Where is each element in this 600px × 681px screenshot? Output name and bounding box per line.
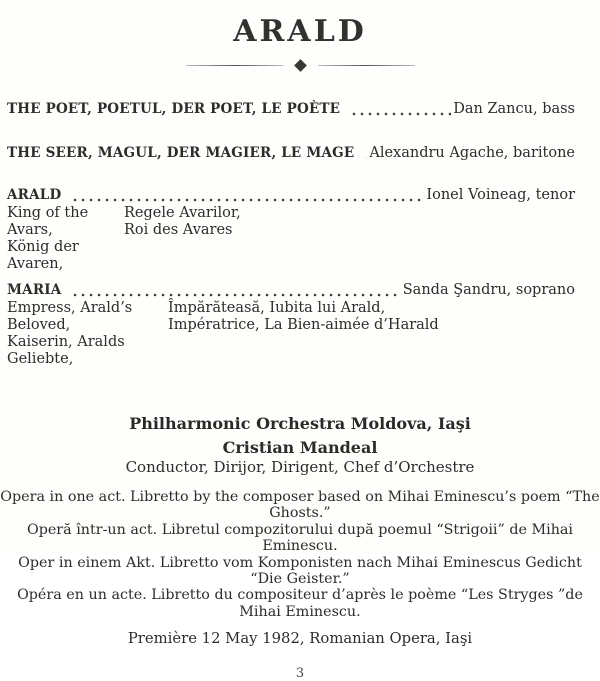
- cast-line: [7, 282, 575, 299]
- cast-line: [7, 145, 575, 162]
- role-description-line: Empress, Arald’s Beloved,: [7, 300, 133, 333]
- cast-line: [7, 101, 575, 118]
- cast-entry-seer: [7, 145, 575, 162]
- cast-entry-arald: [7, 187, 575, 273]
- dot-leader: [71, 293, 400, 297]
- role-description-line: Regele Avarilor,: [124, 205, 241, 221]
- conductor-name: Cristian Mandeal: [222, 438, 378, 457]
- role-description-col1: [7, 300, 168, 368]
- cast-performer: Ionel Voineag, tenor: [426, 187, 575, 203]
- role-description-line: King of the Avars,: [7, 205, 89, 238]
- orchestra-name: Philharmonic Orchestra Moldova, Iaşi: [129, 414, 471, 433]
- cast-role: ARALD: [7, 187, 62, 203]
- divider-rule-left: [186, 65, 283, 66]
- role-description: [7, 300, 575, 368]
- cast-performer: Sanda Şandru, soprano: [402, 282, 575, 298]
- synopsis-line-en: Opera in one act. Libretto by the composer based on Mihai Eminescu’s poem “The Ghosts.”: [0, 489, 600, 522]
- role-description-col1: [7, 205, 124, 273]
- diamond-icon: [294, 59, 307, 72]
- cast-list: [0, 101, 600, 368]
- dot-leader: [364, 156, 367, 160]
- cast-entry-maria: [7, 282, 575, 368]
- divider-rule-right: [318, 65, 415, 66]
- title-divider: [0, 61, 600, 70]
- ensemble-block: [0, 414, 600, 476]
- cast-role: THE SEER, MAGUL, DER MAGIER, LE MAGE: [7, 145, 355, 161]
- role-description-line: Împărăteasă, Iubita lui Arald,: [168, 300, 386, 316]
- cast-performer: Alexandru Agache, baritone: [369, 145, 575, 161]
- role-description-line: König der Avaren,: [7, 239, 79, 272]
- dot-leader: [71, 198, 424, 202]
- opera-title: ARALD: [233, 14, 367, 49]
- conductor-titles: Conductor, Dirijor, Dirigent, Chef d’Orchestre: [125, 458, 475, 476]
- synopsis-block: [0, 489, 600, 620]
- synopsis-line-fr: Opéra en un acte. Libretto du compositeur d’après le poème “Les Stryges ”de Mihai Eminescu.: [17, 587, 583, 620]
- cast-role: THE POET, POETUL, DER POET, LE POÈTE: [7, 101, 341, 117]
- role-description-line: Roi des Avares: [124, 222, 233, 238]
- role-description-line: Impératrice, La Bien-aimée d’Harald: [168, 317, 439, 333]
- dot-leader: [350, 112, 451, 116]
- synopsis-line-de: Oper in einem Akt. Libretto vom Komponisten nach Mihai Eminescus Gedicht “Die Geister.”: [18, 554, 582, 588]
- role-description: [7, 205, 575, 273]
- synopsis-line-ro: Operă într-un act. Libretul compozitorului după poemul “Strigoii” de Mihai Eminescu.: [26, 521, 574, 555]
- role-description-line: Kaiserin, Aralds Geliebte,: [7, 334, 125, 367]
- premiere-line: Première 12 May 1982, Romanian Opera, Iaşi: [127, 630, 473, 648]
- role-description-col2: [168, 300, 439, 368]
- role-description-col2: [124, 205, 241, 273]
- cast-entry-poet: [7, 101, 575, 118]
- cast-line: [7, 187, 575, 204]
- page-number: 3: [295, 666, 305, 681]
- cast-role: MARIA: [7, 282, 62, 298]
- cast-performer: Dan Zancu, bass: [453, 101, 575, 117]
